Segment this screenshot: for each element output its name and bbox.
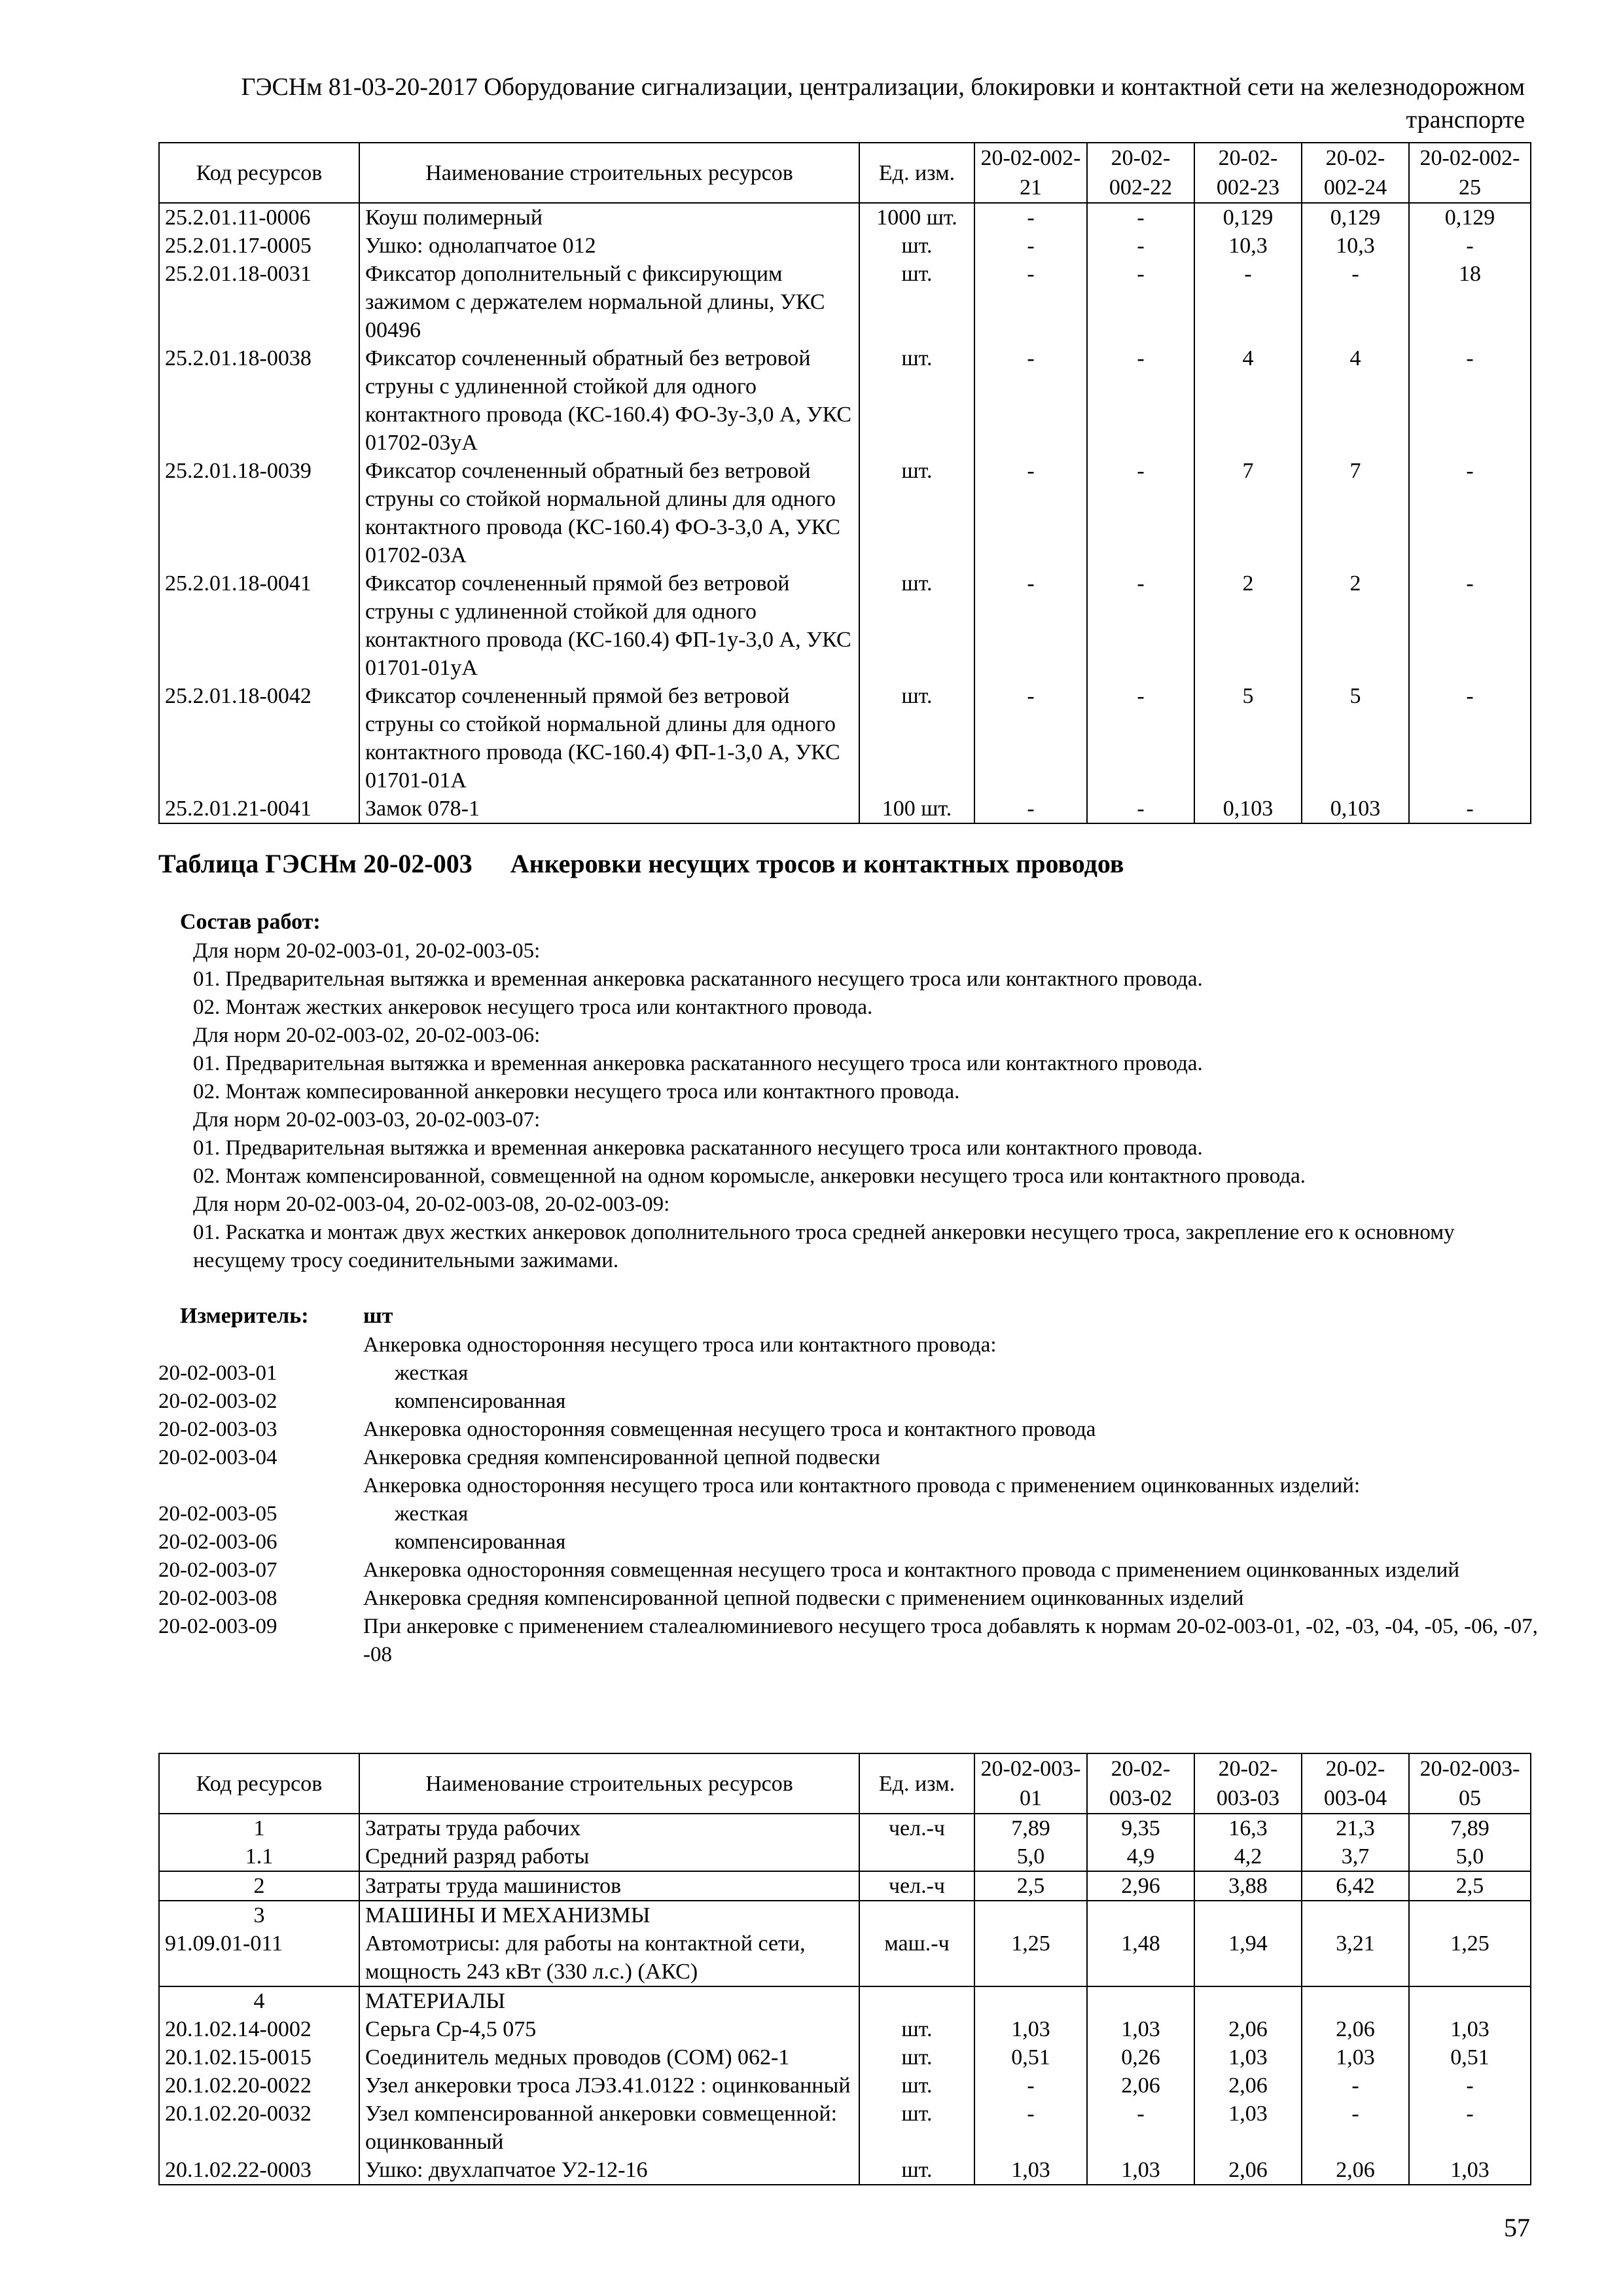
norm-value: - (974, 203, 1087, 232)
norm-value: - (1409, 232, 1531, 260)
norm-value: - (1409, 2100, 1531, 2156)
norm-description: Анкеровка средняя компенсированной цепной подвески с применением оцинкованных изделий (363, 1587, 1244, 1610)
unit: шт. (859, 260, 974, 344)
norm-code: 20-02-003-06 (158, 1530, 277, 1554)
norm-value: - (1087, 569, 1194, 682)
measure-row (158, 1472, 1539, 1500)
table-row (159, 2015, 1531, 2043)
norm-value: 16,3 (1194, 1814, 1302, 1842)
column-header: 20-02-003-03 (1194, 1753, 1302, 1814)
norm-value: 2,96 (1087, 1871, 1194, 1901)
norm-code (158, 1472, 363, 1500)
norm-value: 7,89 (974, 1814, 1087, 1842)
table-row (159, 260, 1531, 344)
norm-value: - (1409, 795, 1531, 823)
resource-code: 20.1.02.20-0022 (159, 2072, 359, 2100)
norm-value: - (974, 682, 1087, 795)
resource-code: 25.2.01.18-0039 (159, 457, 359, 569)
norm-code: 20-02-003-04 (158, 1446, 277, 1469)
norm-value: 0,129 (1302, 203, 1409, 232)
resource-code: 20.1.02.20-0032 (159, 2100, 359, 2156)
unit: шт. (859, 2015, 974, 2043)
norm-value: - (974, 795, 1087, 823)
norm-value: 3,7 (1302, 1842, 1409, 1871)
measure-list (158, 1331, 1539, 1669)
norm-value: 2,5 (1409, 1871, 1531, 1901)
resource-code: 1.1 (159, 1842, 359, 1871)
norm-value: - (1087, 203, 1194, 232)
resource-name: Фиксатор сочлененный обратный без ветровой струны со стойкой нормальной длины для одного контактного провода (КС-160.4) ФО-3-3,0 А, УКС 01702-03А (359, 457, 859, 569)
table-row (159, 1842, 1531, 1871)
resource-name: Автомотрисы: для работы на контактной сети, мощность 243 кВт (330 л.с.) (АКС) (359, 1929, 859, 1986)
column-header: 20-02-002-22 (1087, 143, 1194, 203)
norm-value: 18 (1409, 260, 1531, 344)
work-item: 01. Раскатка и монтаж двух жестких анкеровок дополнительного троса средней анкеровки несущего троса, закрепление его к основному несущему тросу соединительными зажимами. (193, 1221, 1455, 1272)
norm-value: 10,3 (1194, 232, 1302, 260)
column-header: Ед. изм. (859, 1753, 974, 1814)
norm-value: - (1087, 344, 1194, 457)
norm-value: 21,3 (1302, 1814, 1409, 1842)
norm-value (974, 1986, 1087, 2015)
table-row (159, 1929, 1531, 1986)
unit: шт. (859, 569, 974, 682)
norm-code: 20-02-003-08 (158, 1587, 277, 1610)
resource-name: Фиксатор дополнительный с фиксирующим зажимом с держателем нормальной длины, УКС 00496 (359, 260, 859, 344)
unit: шт. (859, 344, 974, 457)
resource-code: 25.2.01.18-0041 (159, 569, 359, 682)
resource-code: 20.1.02.15-0015 (159, 2043, 359, 2072)
norm-value: 1,03 (1409, 2015, 1531, 2043)
resource-code: 25.2.01.18-0042 (159, 682, 359, 795)
unit: чел.-ч (859, 1814, 974, 1842)
norm-value (1409, 1986, 1531, 2015)
norm-value: - (974, 569, 1087, 682)
norm-value: - (1409, 2072, 1531, 2100)
table-row (159, 795, 1531, 823)
work-item: Для норм 20-02-003-03, 20-02-003-07: (193, 1108, 541, 1132)
unit (859, 1901, 974, 1929)
unit: шт. (859, 457, 974, 569)
norm-value: - (1409, 457, 1531, 569)
work-item: 01. Предварительная вытяжка и временная анкеровка раскатанного несущего троса или контактного провода. (193, 1052, 1203, 1075)
norm-value (1409, 1901, 1531, 1929)
table-row (159, 232, 1531, 260)
norm-value: 4,2 (1194, 1842, 1302, 1871)
norm-value: - (1087, 2100, 1194, 2156)
column-header: 20-02-003-01 (974, 1753, 1087, 1814)
norm-value: 5 (1302, 682, 1409, 795)
norm-value: 1,25 (974, 1929, 1087, 1986)
work-item: 02. Монтаж компенсированной, совмещенной на одном коромысле, анкеровки несущего троса или контактного провода. (193, 1164, 1306, 1188)
norm-description: жесткая (395, 1361, 469, 1385)
page-number: 57 (1504, 2213, 1530, 2242)
table-header-row (159, 1753, 1531, 1814)
resource-name: Узел анкеровки троса ЛЭЗ.41.0122 : оцинкованный (359, 2072, 859, 2100)
work-item: Для норм 20-02-003-02, 20-02-003-06: (193, 1024, 541, 1047)
norm-value: - (1302, 2072, 1409, 2100)
work-item: Для норм 20-02-003-04, 20-02-003-08, 20-02-003-09: (193, 1193, 670, 1216)
norm-value: 1,25 (1409, 1929, 1531, 1986)
norm-value: 1,03 (1194, 2043, 1302, 2072)
resource-name: Ушко: двухлапчатое У2-12-16 (359, 2156, 859, 2185)
table-header-row (159, 143, 1531, 203)
column-header: 20-02-003-04 (1302, 1753, 1409, 1814)
norm-value (1194, 1986, 1302, 2015)
column-header: Код ресурсов (159, 1753, 359, 1814)
norm-description: жесткая (395, 1502, 469, 1526)
work-item: 01. Предварительная вытяжка и временная анкеровка раскатанного несущего троса или контактного провода. (193, 967, 1203, 991)
norm-value: 5 (1194, 682, 1302, 795)
norm-value: 4 (1194, 344, 1302, 457)
norm-value: 2,06 (1194, 2015, 1302, 2043)
norm-value: 1,03 (1409, 2156, 1531, 2185)
norm-value: - (1409, 682, 1531, 795)
resource-code: 2 (159, 1871, 359, 1901)
measure-unit: шт (363, 1304, 393, 1328)
norm-code: 20-02-003-05 (158, 1502, 277, 1526)
resource-name: Ушко: однолапчатое 012 (359, 232, 859, 260)
norm-description: Анкеровка односторонняя совмещенная несущего троса и контактного провода (363, 1418, 1096, 1441)
norm-value (1302, 1986, 1409, 2015)
resource-name: Средний разряд работы (359, 1842, 859, 1871)
norm-value: 0,103 (1194, 795, 1302, 823)
resource-name: Затраты труда рабочих (359, 1814, 859, 1842)
column-header: 20-02-002-25 (1409, 143, 1531, 203)
table-row (159, 344, 1531, 457)
measure-row (158, 1500, 1539, 1528)
resource-name: МАТЕРИАЛЫ (359, 1986, 859, 2015)
resources-table-1 (158, 142, 1531, 824)
norm-value (1087, 1986, 1194, 2015)
unit: шт. (859, 232, 974, 260)
column-header: 20-02-002-23 (1194, 143, 1302, 203)
norm-value: 6,42 (1302, 1871, 1409, 1901)
resources-table-2 (158, 1753, 1531, 2185)
work-composition-label: Состав работ: (180, 910, 321, 934)
resource-name: Затраты труда машинистов (359, 1871, 859, 1901)
norm-value: - (1087, 795, 1194, 823)
resource-name: Соединитель медных проводов (СОМ) 062-1 (359, 2043, 859, 2072)
norm-value: - (1409, 344, 1531, 457)
measure-row (158, 1388, 1539, 1416)
table-row (159, 682, 1531, 795)
measure-row (158, 1528, 1539, 1556)
norm-value: 1,03 (974, 2156, 1087, 2185)
resource-code: 4 (159, 1986, 359, 2015)
table-row (159, 2156, 1531, 2185)
norm-code: 20-02-003-01 (158, 1361, 277, 1385)
norm-value: 5,0 (1409, 1842, 1531, 1871)
column-header: 20-02-002-21 (974, 143, 1087, 203)
norm-value: 4 (1302, 344, 1409, 457)
norm-description: Анкеровка односторонняя несущего троса или контактного провода с применением оцинкованных изделий: (363, 1474, 1361, 1498)
norm-value: 0,26 (1087, 2043, 1194, 2072)
work-item: 01. Предварительная вытяжка и временная анкеровка раскатанного несущего троса или контактного провода. (193, 1136, 1203, 1160)
measure-row (158, 1556, 1539, 1585)
norm-value: - (974, 2100, 1087, 2156)
resource-code: 25.2.01.18-0031 (159, 260, 359, 344)
norm-value (1194, 1901, 1302, 1929)
resource-code: 25.2.01.18-0038 (159, 344, 359, 457)
work-composition-list (193, 937, 1541, 1275)
measure-row (158, 1416, 1539, 1444)
measure-row (158, 1444, 1539, 1472)
norm-description: компенсированная (395, 1390, 566, 1413)
resource-name: Коуш полимерный (359, 203, 859, 232)
norm-value: 2,06 (1302, 2015, 1409, 2043)
norm-value: 2,5 (974, 1871, 1087, 1901)
norm-value: 7 (1194, 457, 1302, 569)
resource-code: 1 (159, 1814, 359, 1842)
norm-value (1087, 1901, 1194, 1929)
norm-value: 7,89 (1409, 1814, 1531, 1842)
norm-code: 20-02-003-02 (158, 1390, 277, 1413)
norm-value: 3,21 (1302, 1929, 1409, 1986)
norm-value: 2,06 (1194, 2156, 1302, 2185)
norm-value (1302, 1901, 1409, 1929)
resource-name: Фиксатор сочлененный прямой без ветровой струны со стойкой нормальной длины для одного контактного провода (КС-160.4) ФП-1-3,0 А, УКС 01701-01А (359, 682, 859, 795)
norm-value: 2 (1302, 569, 1409, 682)
table-number: Таблица ГЭСНм 20-02-003 (158, 849, 473, 878)
unit (859, 1986, 974, 2015)
table-heading (158, 848, 1124, 879)
norm-value: - (1087, 232, 1194, 260)
table-row (159, 457, 1531, 569)
work-item: 02. Монтаж жестких анкеровок несущего троса или контактного провода. (193, 996, 873, 1019)
norm-value: 7 (1302, 457, 1409, 569)
norm-value: - (1302, 260, 1409, 344)
table-row (159, 1871, 1531, 1901)
norm-value: 10,3 (1302, 232, 1409, 260)
table-row (159, 1901, 1531, 1929)
norm-value: - (974, 2072, 1087, 2100)
norm-value: 0,51 (1409, 2043, 1531, 2072)
resource-code: 25.2.01.21-0041 (159, 795, 359, 823)
column-header: 20-02-002-24 (1302, 143, 1409, 203)
norm-value: 1,03 (1087, 2015, 1194, 2043)
unit: шт. (859, 2072, 974, 2100)
norm-value: - (1302, 2100, 1409, 2156)
running-header: ГЭСНм 81-03-20-2017 Оборудование сигнализации, централизации, блокировки и контактной сети на железнодорожном транспорте (241, 73, 1525, 134)
norm-value: - (1087, 457, 1194, 569)
unit: шт. (859, 2043, 974, 2072)
measure-label: Измеритель: (180, 1304, 309, 1328)
norm-description: компенсированная (395, 1530, 566, 1554)
norm-description: При анкеровке с применением сталеалюминиевого несущего троса добавлять к нормам 20-02-003-01, -02, -03, -04, -05, -06, -07, -08 (363, 1615, 1538, 1666)
norm-value: 4,9 (1087, 1842, 1194, 1871)
norm-code: 20-02-003-07 (158, 1558, 277, 1582)
norm-value: 0,103 (1302, 795, 1409, 823)
resource-name: Серьга Ср-4,5 075 (359, 2015, 859, 2043)
norm-value: 5,0 (974, 1842, 1087, 1871)
norm-code (158, 1331, 363, 1359)
column-header: Ед. изм. (859, 143, 974, 203)
unit: чел.-ч (859, 1871, 974, 1901)
work-item: Для норм 20-02-003-01, 20-02-003-05: (193, 939, 541, 963)
measure-row (158, 1359, 1539, 1388)
norm-value: 1,03 (1194, 2100, 1302, 2156)
unit: шт. (859, 2100, 974, 2156)
norm-value: - (1409, 569, 1531, 682)
measure-row (158, 1585, 1539, 1613)
norm-value (974, 1901, 1087, 1929)
unit (859, 1842, 974, 1871)
resource-name: Замок 078-1 (359, 795, 859, 823)
norm-value: 2,06 (1302, 2156, 1409, 2185)
unit: 100 шт. (859, 795, 974, 823)
unit: маш.-ч (859, 1929, 974, 1986)
column-header: Код ресурсов (159, 143, 359, 203)
norm-value: 2 (1194, 569, 1302, 682)
resource-name: Узел компенсированной анкеровки совмещенной: оцинкованный (359, 2100, 859, 2156)
norm-value: - (974, 232, 1087, 260)
norm-value: 0,129 (1409, 203, 1531, 232)
resource-code: 20.1.02.22-0003 (159, 2156, 359, 2185)
unit: шт. (859, 682, 974, 795)
resource-code: 3 (159, 1901, 359, 1929)
norm-value: - (1194, 260, 1302, 344)
norm-value: 2,06 (1194, 2072, 1302, 2100)
norm-description: Анкеровка односторонняя несущего троса или контактного провода: (363, 1333, 997, 1357)
norm-value: 1,03 (1302, 2043, 1409, 2072)
norm-value: - (1087, 260, 1194, 344)
column-header: 20-02-003-05 (1409, 1753, 1531, 1814)
table-row (159, 1814, 1531, 1842)
measure-row (158, 1331, 1539, 1359)
resource-name: МАШИНЫ И МЕХАНИЗМЫ (359, 1901, 859, 1929)
resource-code: 91.09.01-011 (159, 1929, 359, 1986)
norm-value: 2,06 (1087, 2072, 1194, 2100)
resource-code: 25.2.01.11-0006 (159, 203, 359, 232)
resource-code: 25.2.01.17-0005 (159, 232, 359, 260)
table-row (159, 203, 1531, 232)
column-header: 20-02-003-02 (1087, 1753, 1194, 1814)
table-row (159, 2072, 1531, 2100)
norm-value: - (974, 344, 1087, 457)
norm-code: 20-02-003-09 (158, 1615, 277, 1638)
norm-value: 1,94 (1194, 1929, 1302, 1986)
norm-value: - (1087, 682, 1194, 795)
norm-value: 1,03 (1087, 2156, 1194, 2185)
resource-name: Фиксатор сочлененный обратный без ветровой струны с удлиненной стойкой для одного контактного провода (КС-160.4) ФО-3у-3,0 А, УКС 01702-03уА (359, 344, 859, 457)
norm-value: - (974, 260, 1087, 344)
unit: шт. (859, 2156, 974, 2185)
unit: 1000 шт. (859, 203, 974, 232)
column-header: Наименование строительных ресурсов (359, 143, 859, 203)
norm-description: Анкеровка средняя компенсированной цепной подвески (363, 1446, 880, 1469)
norm-value: 3,88 (1194, 1871, 1302, 1901)
table-row (159, 2043, 1531, 2072)
norm-value: 0,129 (1194, 203, 1302, 232)
norm-code: 20-02-003-03 (158, 1418, 277, 1441)
table-row (159, 1986, 1531, 2015)
table-title: Анкеровки несущих тросов и контактных проводов (510, 849, 1124, 878)
measure-row (158, 1613, 1539, 1669)
norm-description: Анкеровка односторонняя совмещенная несущего троса и контактного провода с применением оцинкованных изделий (363, 1558, 1459, 1582)
norm-value: 9,35 (1087, 1814, 1194, 1842)
norm-value: 1,03 (974, 2015, 1087, 2043)
norm-value: 1,48 (1087, 1929, 1194, 1986)
norm-value: 0,51 (974, 2043, 1087, 2072)
norm-value: - (974, 457, 1087, 569)
table-row (159, 569, 1531, 682)
column-header: Наименование строительных ресурсов (359, 1753, 859, 1814)
resource-name: Фиксатор сочлененный прямой без ветровой струны с удлиненной стойкой для одного контактного провода (КС-160.4) ФП-1у-3,0 А, УКС 01701-01уА (359, 569, 859, 682)
work-item: 02. Монтаж компесированной анкеровки несущего троса или контактного провода. (193, 1080, 960, 1103)
resource-code: 20.1.02.14-0002 (159, 2015, 359, 2043)
table-row (159, 2100, 1531, 2156)
